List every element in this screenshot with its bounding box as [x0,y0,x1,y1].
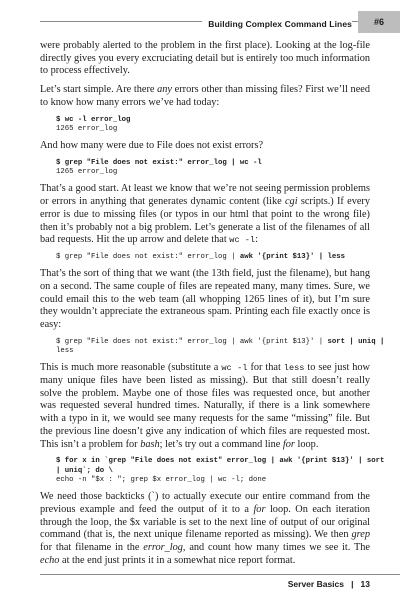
code-block: $ grep "File does not exist:" error_log | awk '{print $13}' | less [56,252,346,261]
paragraph: This is much more reasonable (substitute a wc -l for that less to see just how many unique files have been listed as missing). But that still doesn’t really solve the problem. Maybe one of those files was requested once, but another was requested several hundred times. Naturally, if there is a link somewhere with a typo in it, we would see many requests for the same “missing” file. But the previous line doesn’t give any indication of which files are requested most. This isn’t a problem for bash; let’s try out a command line for loop. [40,362,370,450]
hack-number-tab: #6 [358,11,400,33]
running-footer [40,574,400,594]
code-block: $ grep "File does not exist:" error_log | awk '{print $13}' | sort | uniq | less [56,337,385,356]
paragraph: And how many were due to File does not exist errors? [40,140,264,152]
footer-section-page: Server Basics | 13 [287,579,370,589]
paragraph: We need those backticks (`) to actually execute our entire command from the previous example and feed the output of it to a for loop. On each iteration through the loop, the $x variable is set to the next line of output of our original command (that is, the next unique filename reported as missing). We then grep for that filename in the error_log, and count how many times we see it. The echo at the end just prints it in a somewhat nice report format. [40,491,370,566]
paragraph: That’s the sort of thing that we want (the 13th field, just the filename), but hang on a second. The same couple of files are repeated many, many times. Sure, we could email this to the web team (all whopping 1265 lines of it), but I’m sure they wouldn’t appreciate the extraneous spam. Printing each file exactly once is easy: [40,268,370,331]
code-block: $ for x in `grep "File does not exist" error_log | awk '{print $13}' | sort | uniq`; do \ echo -n "$x : "; grep $x error_log | wc -l; done [56,457,385,484]
code-block: $ grep "File does not exist:" error_log | wc -l 1265 error_log [56,158,262,177]
paragraph: were probably alerted to the problem in the first place). Looking at the log-file directly gives you every excruciating detail but is entirely too much information to process effectively. [40,40,370,77]
footer-rule [40,574,400,575]
paragraph: That’s a good start. At least we know that we’re not seeing permission problems or errors in anything that generates dynamic content (like cgi scripts.) If every error is due to missing files (or typos in our html that point to the wrong file) then it’s probably not a big problem. Let’s generate a list of the filenames of all bad requests. Hit the up arrow and delete that wc -l: [40,183,371,246]
page-body [40,40,385,573]
running-header [0,8,400,34]
chapter-title: Building Complex Command Lines [202,19,352,29]
paragraph: Let’s start simple. Are there any errors other than missing files? First we’ll need to know how many errors we’ve had today: [40,84,370,108]
code-block: $ wc -l error_log 1265 error_log [56,115,131,133]
